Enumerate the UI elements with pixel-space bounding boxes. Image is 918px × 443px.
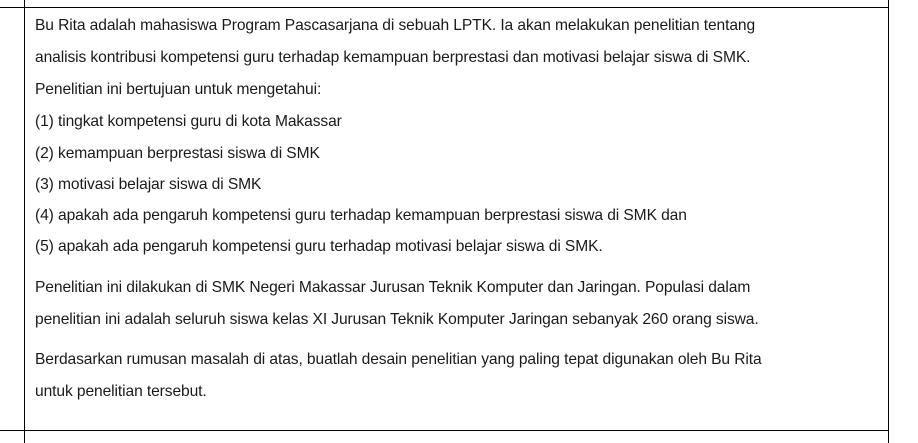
- intro-line-3: Penelitian ini bertujuan untuk mengetahui:: [35, 81, 322, 98]
- population-line-2: penelitian ini adalah seluruh siswa kelas XI Jurusan Teknik Komputer Jaringan sebanyak 260 orang siswa.: [35, 311, 759, 328]
- objective-item-3: (3) motivasi belajar siswa di SMK: [35, 176, 262, 193]
- objective-item-4: (4) apakah ada pengaruh kompetensi guru terhadap kemampuan berprestasi siswa di SMK dan: [35, 207, 687, 224]
- objective-item-5: (5) apakah ada pengaruh kompetensi guru terhadap motivasi belajar siswa di SMK.: [35, 238, 603, 255]
- table-top-border: [0, 7, 889, 8]
- intro-line-1: Bu Rita adalah mahasiswa Program Pascasarjana di sebuah LPTK. Ia akan melakukan penelitian tentang: [35, 17, 756, 34]
- objective-item-1: (1) tingkat kompetensi guru di kota Makassar: [35, 113, 342, 130]
- population-line-1: Penelitian ini dilakukan di SMK Negeri Makassar Jurusan Teknik Komputer dan Jaringan. Populasi dalam: [35, 279, 751, 296]
- objective-item-2: (2) kemampuan berprestasi siswa di SMK: [35, 145, 320, 162]
- task-line-1: Berdasarkan rumusan masalah di atas, buatlah desain penelitian yang paling tepat digunakan oleh Bu Rita: [35, 351, 762, 368]
- table-right-border: [888, 0, 889, 443]
- task-line-2: untuk penelitian tersebut.: [35, 383, 207, 400]
- table-bottom-border: [0, 430, 889, 431]
- table-left-column-border: [24, 0, 25, 443]
- intro-line-2: analisis kontribusi kompetensi guru terhadap kemampuan berprestasi dan motivasi belajar siswa di SMK.: [35, 49, 751, 66]
